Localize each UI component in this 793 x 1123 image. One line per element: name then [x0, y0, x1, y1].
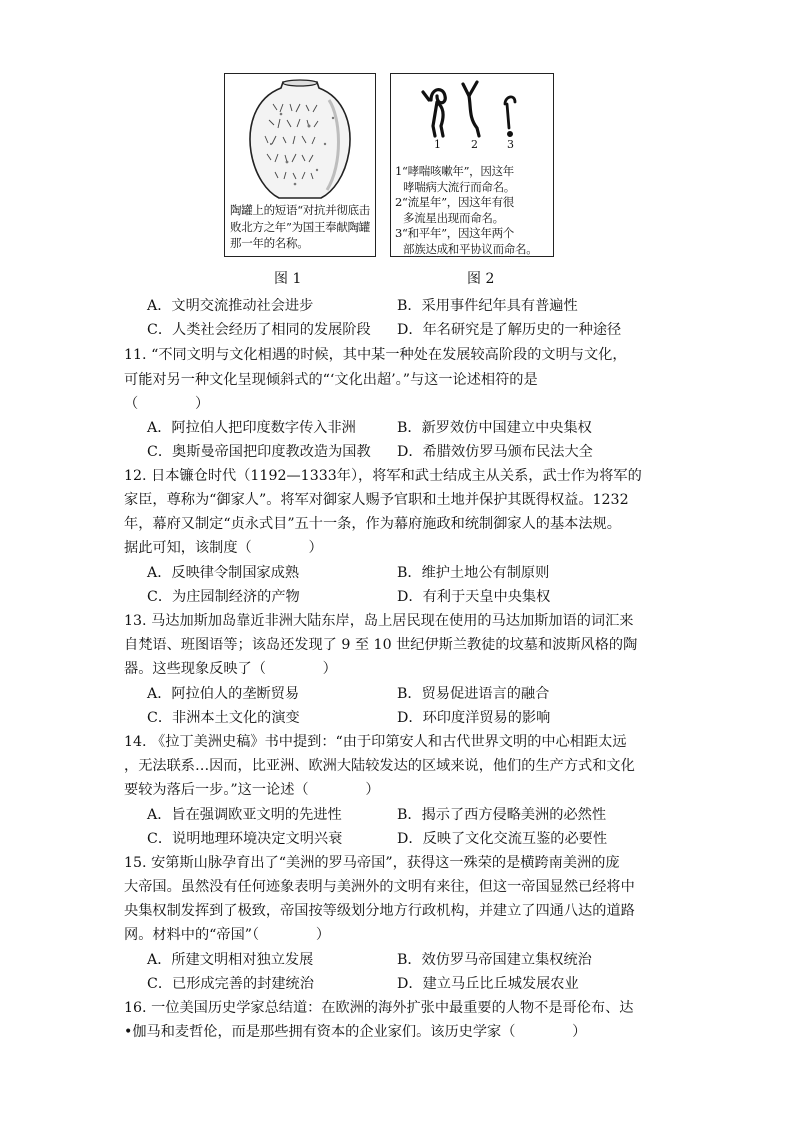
q15-stem-line-2: 大帝国。虽然没有任何迹象表明与美洲外的文明有来往，但这一帝国显然已经将中 — [124, 879, 635, 895]
q13-option-a: A．阿拉伯人的垄断贸易 — [147, 686, 300, 702]
q10-option-d: D．年名研究是了解历史的一种途径 — [397, 322, 622, 338]
figure-1-label: 图 1 — [274, 271, 302, 287]
figure-2-box — [390, 73, 554, 257]
q13-option-d: D．环印度洋贸易的影响 — [397, 710, 551, 726]
fig2-item-2-line2: 多流星出现而命名。 — [403, 210, 504, 225]
q13-stem-line-2: 自梵语、班图语等；该岛还发现了 9 至 10 世纪伊斯兰教徒的坟墓和波斯风格的陶 — [124, 637, 638, 653]
q10-option-b: B．采用事件纪年具有普遍性 — [397, 298, 578, 314]
q12-stem-line-3: 年，幕府又制定“贞永式目”五十一条，作为幕府施政和统制御家人的基本法规。 — [124, 516, 621, 532]
q12-option-d: D．有利于天皇中央集权 — [397, 589, 551, 605]
q12-option-c: C．为庄园制经济的产物 — [147, 589, 300, 605]
q13-option-c: C．非洲本土文化的演变 — [147, 710, 300, 726]
q15-option-a: A．所建文明相对独立发展 — [147, 952, 314, 968]
q11-answer-blank: （ ） — [124, 396, 210, 412]
q13-option-b: B．贸易促进语言的融合 — [397, 686, 550, 702]
q12-stem-line-4: 据此可知，该制度（ ） — [124, 540, 323, 556]
pottery-jar-illustration — [225, 74, 375, 204]
glyph-number-2: 2 — [471, 138, 478, 151]
q13-stem-line-1: 13. 马达加斯加岛靠近非洲大陆东岸，岛上居民现在使用的马达加斯加语的词汇来 — [124, 613, 634, 629]
q15-option-b: B．效仿罗马帝国建立集权统治 — [397, 952, 592, 968]
q14-option-a: A．旨在强调欧亚文明的先进性 — [147, 807, 342, 823]
q14-stem-line-2: ，无法联系…因而，比亚洲、欧洲大陆较发达的区域来说，他们的生产方式和文化 — [124, 758, 635, 774]
q12-option-b: B．维护土地公有制原则 — [397, 565, 550, 581]
fig2-item-3-line2: 部族达成和平协议而命名。 — [403, 241, 538, 256]
q11-stem-line-1: 11. “不同文明与文化相遇的时候，其中某一种处在发展较高阶段的文明与文化， — [124, 347, 627, 363]
q14-stem-line-3: 要较为落后一步。”这一论述（ ） — [124, 782, 380, 798]
glyph-3-icon — [505, 97, 515, 136]
fig2-item-1-line2: 哮喘病大流行而命名。 — [403, 179, 515, 194]
figure-2-label: 图 2 — [467, 271, 495, 287]
q12-option-a: A．反映律令制国家成熟 — [147, 565, 300, 581]
q15-option-d: D．建立马丘比丘城发展农业 — [397, 976, 579, 992]
q16-stem-line-2: •伽马和麦哲伦，而是那些拥有资本的企业家们。该历史学家（ ） — [124, 1024, 587, 1040]
q14-option-c: C．说明地理环境决定文明兴衰 — [147, 831, 343, 847]
q11-option-b: B．新罗效仿中国建立中央集权 — [397, 420, 592, 436]
q12-stem-line-1: 12. 日本镰仓时代（1192—1333年），将军和武士结成主从关系，武士作为将军的 — [124, 468, 642, 484]
q14-option-b: B．揭示了西方侵略美洲的必然性 — [397, 807, 607, 823]
pictograph-glyphs — [391, 74, 553, 140]
q14-option-d: D．反映了文化交流互鉴的必要性 — [397, 831, 608, 847]
glyph-2-icon — [463, 82, 479, 136]
q11-option-c: C．奥斯曼帝国把印度教改造为国教 — [147, 444, 371, 460]
q15-stem-line-4: 网。材料中的“帝国”（ ） — [124, 927, 331, 943]
figure-1-box — [224, 73, 376, 257]
q10-option-a: A．文明交流推动社会进步 — [147, 298, 314, 314]
glyph-number-1: 1 — [434, 138, 441, 151]
figure-2-list — [395, 164, 553, 257]
glyph-1-icon — [423, 90, 445, 136]
fig2-item-1-line1: 1“哮喘咳嗽年”，因这年 — [395, 164, 514, 178]
q11-stem-line-2: 可能对另一种文化呈现倾斜式的“‘文化出超’。”与这一论述相符的是 — [124, 372, 538, 388]
q13-stem-line-3: 器。这些现象反映了（ ） — [124, 661, 337, 677]
glyph-number-3: 3 — [507, 138, 514, 151]
q11-option-d: D．希腊效仿罗马颁布民法大全 — [397, 444, 593, 460]
q15-option-c: C．已形成完善的封建统治 — [147, 976, 314, 992]
fig2-item-2-line1: 2“流星年”，因这年有很 — [395, 195, 514, 209]
q11-option-a: A．阿拉伯人把印度数字传入非洲 — [147, 420, 356, 436]
figure-1-caption: 陶罐上的短语“对抗并彻底击败北方之年”为国王奉献陶罐那一年的名称。 — [230, 203, 370, 250]
q16-stem-line-1: 16. 一位美国历史学家总结道：在欧洲的海外扩张中最重要的人物不是哥伦布、达 — [124, 1000, 634, 1016]
fig2-item-3-line1: 3“和平年”，因这年两个 — [395, 226, 514, 240]
q14-stem-line-1: 14. 《拉丁美洲史稿》书中提到：“由于印第安人和古代世界文明的中心相距太远 — [124, 734, 627, 750]
q10-option-c: C．人类社会经历了相同的发展阶段 — [147, 322, 371, 338]
q15-stem-line-1: 15. 安第斯山脉孕育出了“美洲的罗马帝国”，获得这一殊荣的是横跨南美洲的庞 — [124, 855, 620, 871]
q12-stem-line-2: 家臣，尊称为“御家人”。将军对御家人赐予官职和土地并保护其既得权益。1232 — [124, 492, 629, 508]
q15-stem-line-3: 央集权制发挥到了极致，帝国按等级划分地方行政机构，并建立了四通八达的道路 — [124, 903, 635, 919]
